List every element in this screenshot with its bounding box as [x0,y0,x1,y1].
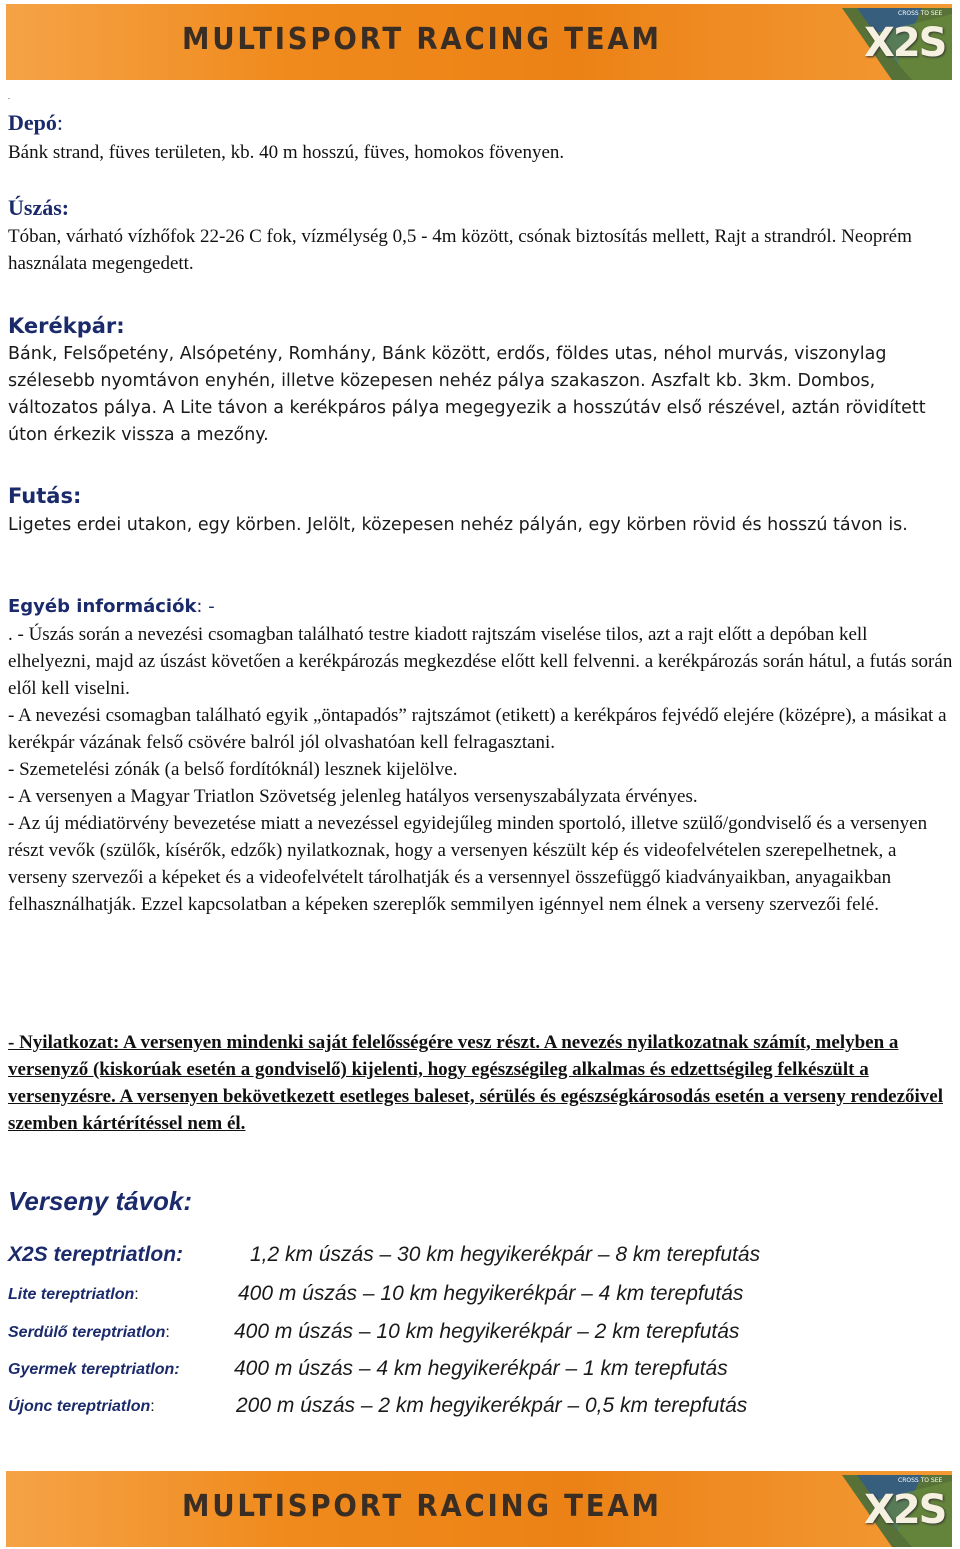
stray-dot: . [8,92,10,101]
distance-value: 400 m úszás – 10 km hegyikerékpár – 2 km terepfutás [234,1320,740,1343]
egyeb-heading: Egyéb információk [8,596,197,617]
distance-value: 400 m úszás – 4 km hegyikerékpár – 1 km terepfutás [234,1357,728,1380]
distance-label: X2S tereptriatlon: [8,1243,184,1266]
distance-label: Serdülő tereptriatlon: [8,1324,170,1341]
banner-title: MULTISPORT RACING TEAM [182,1489,662,1524]
list-item: . - Úszás során a nevezési csomagban található testre kiadott rajtszám viselése tilos, azt a rajt előtt a depóban kell elhelyezni, majd az úszást követően a kerékpározás megkezdése előtt kell felvenni. a kerékpározás során hátul, a futás során elől kell viselni. [8,624,953,699]
distance-label: Újonc tereptriatlon: [8,1398,155,1415]
x2s-logo [802,4,952,80]
distances-title: Verseny távok: [8,1186,193,1216]
distance-label: Gyermek tereptriatlon: [8,1361,180,1378]
futas-heading: Futás: [8,484,82,508]
banner-title: MULTISPORT RACING TEAM [182,22,662,57]
egyeb-suffix: : - [196,596,215,617]
kerekpar-text [8,341,953,449]
header-banner [6,4,952,80]
logo-slogan: CROSS TO SEE [898,10,943,17]
kerekpar-text-b: A Lite távon a kerékpáros pálya megegyezik a hosszútáv első részével, aztán rövidített úton érkezik vissza a mezőny. [8,398,926,445]
distance-value: 1,2 km úszás – 30 km hegyikerékpár – 8 km terepfutás [250,1243,761,1266]
list-item: - Az új médiatörvény bevezetése miatt a nevezéssel egyidejűleg minden sportoló, illetve szülő/gondviselő és a versenyen részt vevők (szülők, kísérők, edzők) nyilatkoznak, hogy a versenyen készült kép és videofelvételen szerepelhetnek, a verseny szervezői a képeket és a videofelvételt tárolhatják és a versennyel összefüggő kiadványaikban, anyagaikban felhasználhatják. Ezzel kapcsolatban a képeken szereplők semmilyen igénnyel nem élnek a verseny szervezői felé. [8,813,928,915]
distance-value: 400 m úszás – 10 km hegyikerékpár – 4 km terepfutás [238,1282,744,1305]
x2s-logo [802,1471,952,1547]
list-item: - A versenyen a Magyar Triatlon Szövetség jelenleg hatályos versenyszabályzata érvényes. [8,786,698,807]
depo-heading: Depó [8,110,57,135]
uszas-text: Tóban, várható vízhőfok 22-26 C fok, vízmélység 0,5 - 4m között, csónak biztosítás mellett, Rajt a strandról. Neoprém használata megengedett. [8,226,912,274]
list-item: - A nevezési csomagban található egyik „öntapadós” rajtszámot (etikett) a kerékpáros fejvédő elejére (középre), a másikat a kerékpár vázának felső csövére balról jól olvashatóan kell felragasztani. [8,705,947,753]
kerekpar-text-a: Bánk, Felsőpetény, Alsópetény, Romhány, Bánk között, erdős, földes utas, néhol murvás, viszonylag szélesebb nyomtávon enyhén, illetve közepesen nehéz pálya szakaszon. Aszfalt kb. 3km. Dombos, változatos pálya. [8,344,887,418]
futas-text-b: Jelölt, közepesen nehéz pályán, egy körben rövid és hosszú távon is. [301,515,908,535]
logo-text: X2S [864,20,946,66]
kerekpar-heading: Kerékpár: [8,314,125,338]
logo-text: X2S [864,1487,946,1533]
distance-label: Lite tereptriatlon: [8,1286,139,1303]
uszas-heading: Úszás: [8,195,70,220]
list-item: - Szemetelési zónák (a belső fordítóknál) lesznek kijelölve. [8,759,458,780]
depo-text: Bánk strand, füves területen, kb. 40 m hosszú, füves, homokos fövenyen. [8,142,565,163]
logo-slogan: CROSS TO SEE [898,1477,943,1484]
futas-text [8,512,953,539]
egyeb-heading-line [8,596,215,617]
distance-value: 200 m úszás – 2 km hegyikerékpár – 0,5 km terepfutás [236,1394,748,1417]
futas-text-a: Ligetes erdei utakon, egy körben. [8,515,302,535]
depo-colon: : [56,110,64,135]
depo-heading-line [8,110,63,136]
nyilatkozat-text: - Nyilatkozat: A versenyen mindenki saját felelősségére vesz részt. A nevezés nyilatkozatnak számít, melyben a versenyző (kiskorúak esetén a gondviselő) kijelenti, hogy egészségileg alkalmas és edzettségileg felkészült a versenyzésre. A versenyen bekövetkezett esetleges baleset, sérülés és egészségkárosodás esetén a verseny rendezőivel szemben kártérítéssel nem él. [8,1032,943,1134]
footer-banner [6,1471,952,1547]
egyeb-list [8,621,953,918]
